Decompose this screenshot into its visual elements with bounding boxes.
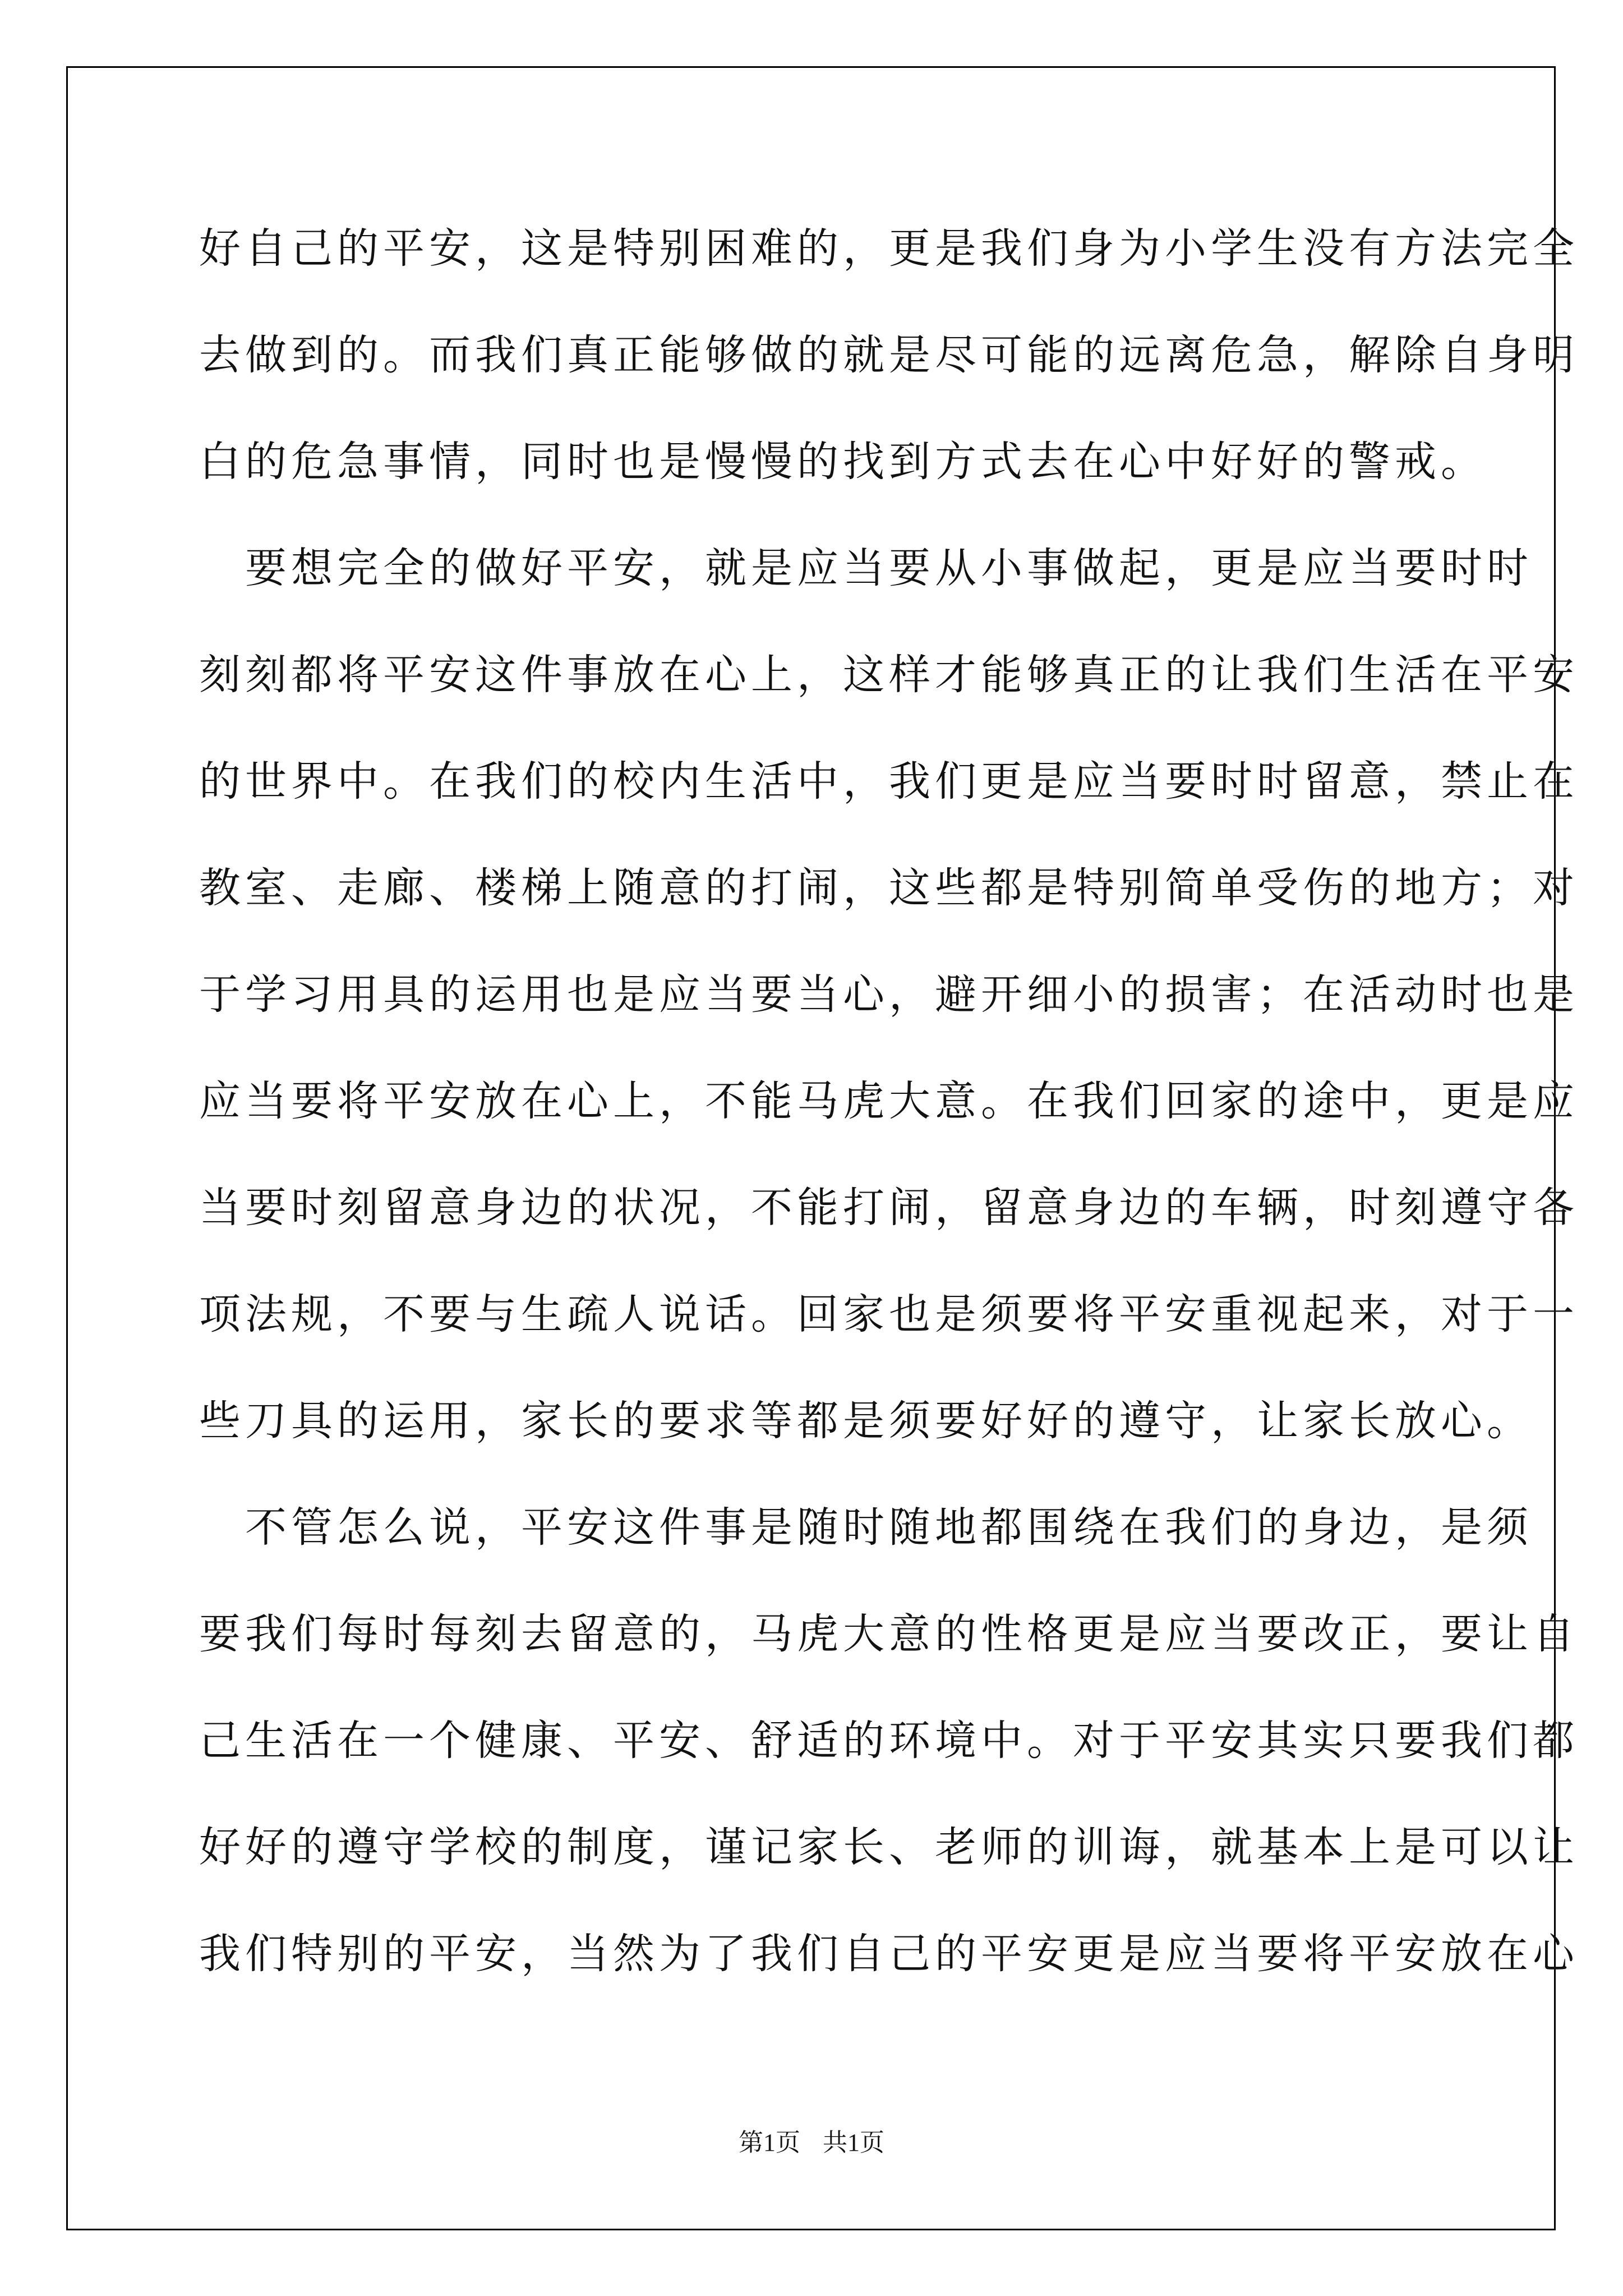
text-line: 不管怎么说，平安这件事是随时随地都围绕在我们的身边，是须 <box>199 1503 1533 1552</box>
text-line: 己生活在一个健康、平安、舒适的环境中。对于平安其实只要我们都 <box>199 1717 1579 1765</box>
text-line: 我们特别的平安，当然为了我们自己的平安更是应当要将平安放在心 <box>199 1930 1579 1978</box>
text-line: 项法规，不要与生疏人说话。回家也是须要将平安重视起来，对于一 <box>199 1290 1579 1338</box>
text-line: 白的危急事情，同时也是慢慢的找到方式去在心中好好的警戒。 <box>199 438 1487 486</box>
text-line: 好自己的平安，这是特别困难的，更是我们身为小学生没有方法完全 <box>199 224 1579 273</box>
document-body <box>199 206 1579 2018</box>
text-line: 要想完全的做好平安，就是应当要从小事做起，更是应当要时时 <box>199 544 1533 592</box>
page-total: 共1页 <box>823 2129 884 2156</box>
text-line: 些刀具的运用，家长的要求等都是须要好好的遵守，让家长放心。 <box>199 1397 1533 1445</box>
text-line: 当要时刻留意身边的状况，不能打闹，留意身边的车辆，时刻遵守各 <box>199 1184 1579 1232</box>
page-number: 第1页 <box>739 2129 800 2156</box>
text-line: 要我们每时每刻去留意的，马虎大意的性格更是应当要改正，要让自 <box>199 1610 1579 1658</box>
text-line: 的世界中。在我们的校内生活中，我们更是应当要时时留意，禁止在 <box>199 757 1579 806</box>
text-line: 去做到的。而我们真正能够做的就是尽可能的远离危急，解除自身明 <box>199 331 1579 379</box>
text-line: 于学习用具的运用也是应当要当心，避开细小的损害；在活动时也是 <box>199 970 1579 1019</box>
text-line: 刻刻都将平安这件事放在心上，这样才能够真正的让我们生活在平安 <box>199 651 1579 699</box>
text-line: 教室、走廊、楼梯上随意的打闹，这些都是特别简单受伤的地方；对 <box>199 864 1579 912</box>
text-line: 好好的遵守学校的制度，谨记家长、老师的训诲，就基本上是可以让 <box>199 1823 1579 1871</box>
text-line: 应当要将平安放在心上，不能马虎大意。在我们回家的途中，更是应 <box>199 1077 1579 1125</box>
page-footer <box>0 2126 1623 2160</box>
